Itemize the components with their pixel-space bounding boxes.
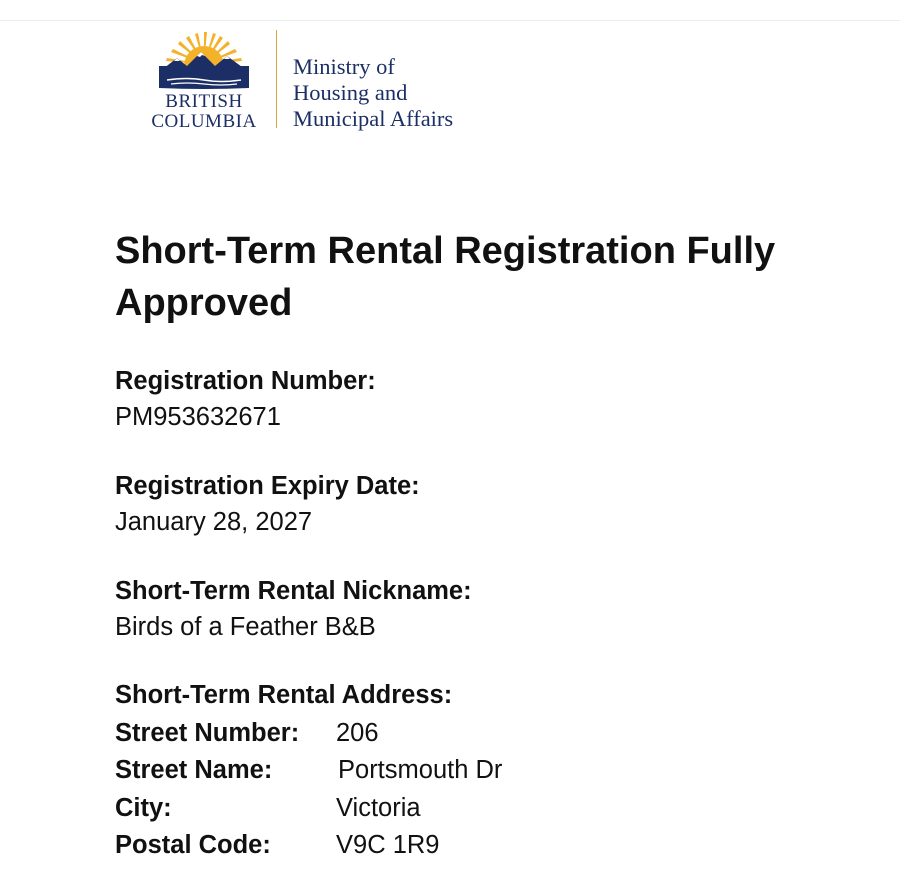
street-number-label: Street Number: [115,719,300,747]
nickname-label: Short-Term Rental Nickname: [115,577,472,605]
sunset-mountain-icon [157,28,251,90]
street-number-value: 206 [336,719,379,747]
ministry-header [145,28,475,138]
ministry-name-line-2: Housing and [293,80,408,105]
street-name-row [115,752,715,788]
logo-divider [276,30,277,128]
expiry-date-value: January 28, 2027 [115,508,313,536]
ministry-name [293,54,453,132]
city-row [115,790,715,826]
bc-government-logo [145,28,263,132]
page-title: Short-Term Rental Registration Fully Approved [115,230,776,324]
ministry-name-line-3: Municipal Affairs [293,106,454,131]
street-name-value: Portsmouth Dr [338,756,503,784]
top-bar [0,0,900,21]
address-heading: Short-Term Rental Address: [115,681,453,709]
postal-code-label: Postal Code: [115,831,271,859]
nickname-field [115,573,472,645]
address-heading-field [115,677,452,713]
logo-text-columbia: COLUMBIA [151,111,257,132]
ministry-name-line-1: Ministry of [293,54,395,79]
registration-number-field [115,363,376,435]
city-label: City: [115,794,172,822]
nickname-value: Birds of a Feather B&B [115,613,376,641]
city-value: Victoria [336,794,421,822]
registration-number-label: Registration Number: [115,367,376,395]
street-number-row [115,715,715,751]
expiry-date-label: Registration Expiry Date: [115,472,420,500]
postal-code-value: V9C 1R9 [336,831,440,859]
registration-details [115,225,875,859]
logo-text-british: BRITISH [165,91,243,112]
postal-code-row [115,827,715,863]
registration-number-value: PM953632671 [115,403,281,431]
expiry-date-field [115,468,420,540]
street-name-label: Street Name: [115,756,273,784]
